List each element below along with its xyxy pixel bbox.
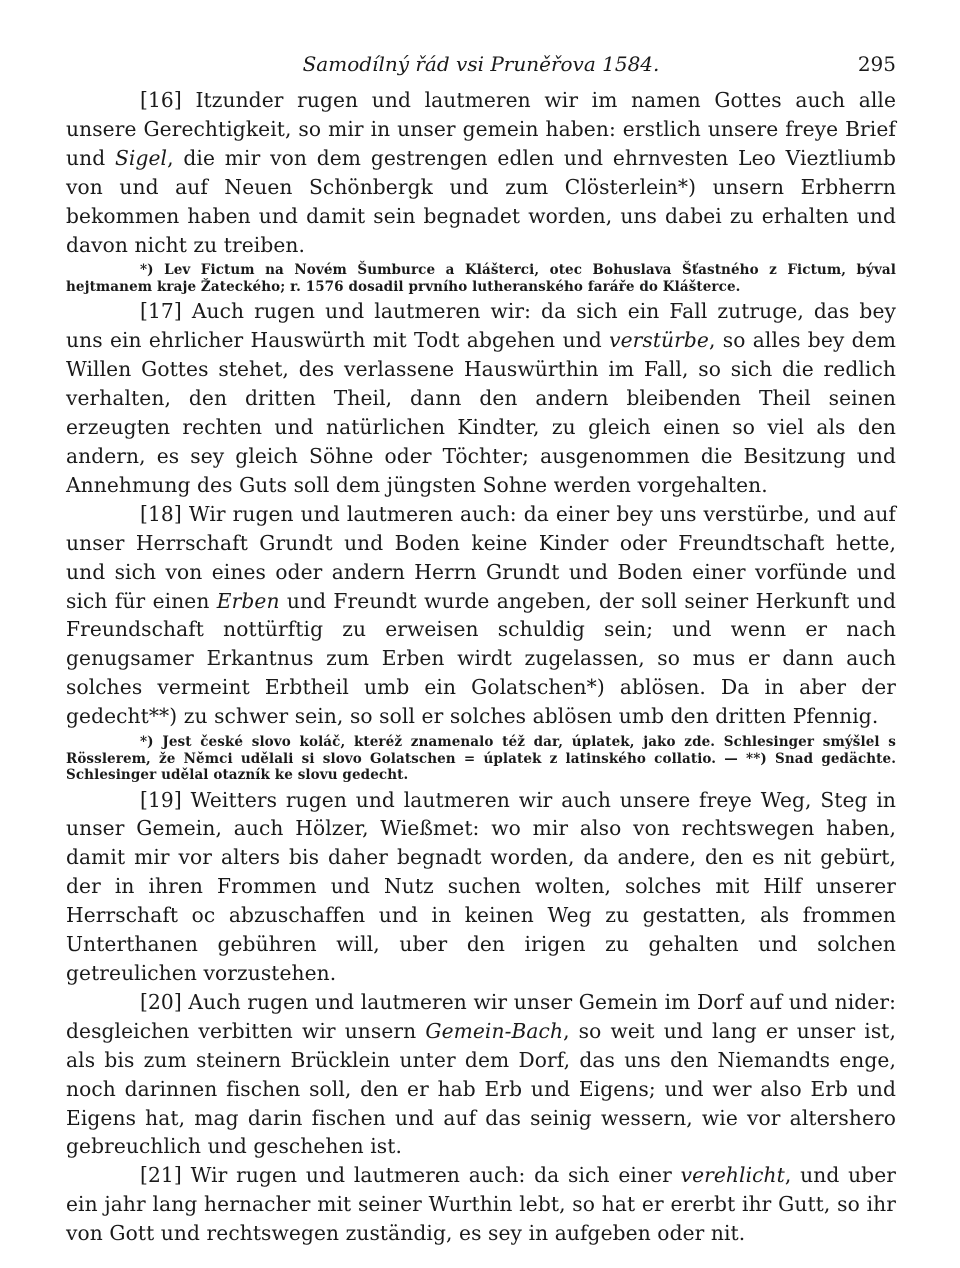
emphasis: Erben <box>216 588 280 613</box>
paragraph-17 <box>66 297 896 499</box>
paragraph-text: Auch rugen und lautmeren wir: da sich ein Fall zutruge, das bey uns ein ehrlicher Hauswürth mit Todt abgehen und <box>66 299 896 353</box>
paragraph-text: Auch rugen und lautmeren wir unser Gemein im Dorf auf und nider: desgleichen verbitten wir unsern <box>66 989 896 1043</box>
paragraph-18 <box>66 500 896 731</box>
footnote-2: *) Jest české slovo koláč, kteréž znamenalo též dar, úplatek, jako zde. Schlesinger smýšlel s Rösslerem, že Němci udělali si slovo Golatschen = úplatek z latinského collatio. — **) Snad gedächte. Schlesinger udělal otazník ke slovu gedecht. <box>66 734 896 784</box>
paragraph-19 <box>66 786 896 988</box>
paragraph-20 <box>66 988 896 1161</box>
paragraph-ref: [19] <box>140 787 182 812</box>
paragraph-ref: [20] <box>140 989 182 1014</box>
paragraph-16 <box>66 86 896 259</box>
paragraph-text: , so alles bey dem Willen Gottes stehet, des verlassene Hauswürthin im Fall, so sich die redlich verhalten, den dritten Theil, dann den andern bleibenden Theil seinen erzeugten rechten und natürlichen Kindter, zu gleich einen so viel als den andern, es sey gleich Söhne oder Töchter; ausgenommen die Besitzung und Annehmung des Guts soll dem jüngsten Sohne werden vorgehalten. <box>66 328 896 497</box>
paragraph-text: Wir rugen und lautmeren auch: da einer bey uns verstürbe, und auf unser Herrschaft Grundt und Boden keine Kinder oder Freundtschaft hette, und sich von eines oder andern Herrn Grundt und Boden einer vorfünde und sich für einen <box>66 501 896 613</box>
paragraph-ref: [16] <box>140 88 182 112</box>
paragraph-ref: [17] <box>140 299 182 324</box>
emphasis: verehlicht <box>680 1163 785 1188</box>
emphasis: Gemein-Bach <box>425 1018 564 1043</box>
document-page <box>66 50 896 1248</box>
running-header <box>66 50 896 80</box>
running-title: Samodílný řád vsi Pruněřova 1584. <box>302 52 660 76</box>
emphasis: Sigel <box>115 145 168 170</box>
page-number: 295 <box>857 52 896 76</box>
paragraph-ref: [18] <box>140 501 182 526</box>
emphasis: verstürbe <box>609 328 709 353</box>
paragraph-text: , und uber ein jahr lang hernacher mit seiner Wurthin lebt, so hat er ererbt ihr Gutt, so ihr von Gott und rechtswegen zuständig, es sey in aufgeben oder nit. <box>66 1163 896 1246</box>
paragraph-text: Itzunder rugen und lautmeren wir im namen Gottes auch alle unsere Gerechtigkeit, so mir in unser gemein haben: erstlich unsere freye Brief und <box>66 88 896 170</box>
paragraph-text: , die mir von dem gestrengen edlen und ehrnvesten Leo Vieztliumb von und auf Neuen Schönbergk und zum Clösterlein*) unsern Erbherrn bekommen haben und damit sein begnadet worden, uns dabei zu erhalten und davon nicht zu treiben. <box>66 145 896 257</box>
footnote-1: *) Lev Fictum na Novém Šumburce a Klášterci, otec Bohuslava Šťastného z Fictum, býval hejtmanem kraje Žateckého; r. 1576 dosadil prvního lutheranského faráře do Klášterce. <box>66 262 896 295</box>
paragraph-text: und Freundt wurde angeben, der soll seiner Herkunft und Freundschaft nottürftig zu erweisen schuldig sein; und wenn er nach genugsamer Erkantnus zum Erben wirdt zugelassen, so mus er dann auch solches vermeint Erbtheil umb ein Golatschen*) ablösen. Da in aber der gedecht**) zu schwer sein, so soll er solches ablösen umb den dritten Pfennig. <box>66 588 896 729</box>
paragraph-text: , so weit und lang er unser ist, als bis zum steinern Brücklein unter dem Dorf, das uns den Niemandts enge, noch darinnen fischen soll, den er hab Erb und Eigens; und wer also Erb und Eigens hat, mag darin fischen und auf das seinig wessern, wie vor altershero gebreuchlich und geschehen ist. <box>66 1018 897 1159</box>
paragraph-ref: [21] <box>140 1163 182 1188</box>
paragraph-21 <box>66 1161 896 1248</box>
paragraph-text: Wir rugen und lautmeren auch: da sich einer <box>181 1163 681 1188</box>
paragraph-text: Weitters rugen und lautmeren wir auch unsere freye Weg, Steg in unser Gemein, auch Hölzer, Wießmet: wo mir also von rechtswegen haben, damit mir vor alters bis daher begnadt worden, da andere, den es nit gebürt, der in ihren Frommen und Nutz suchen wolten, solches mit Hilf unserer Herrschaft oc abzuschaffen und in keinen Weg zu gestatten, als frommen Unterthanen gebühren will, uber den irigen zu gehalten und solchen getreulichen vorzustehen. <box>66 787 896 985</box>
